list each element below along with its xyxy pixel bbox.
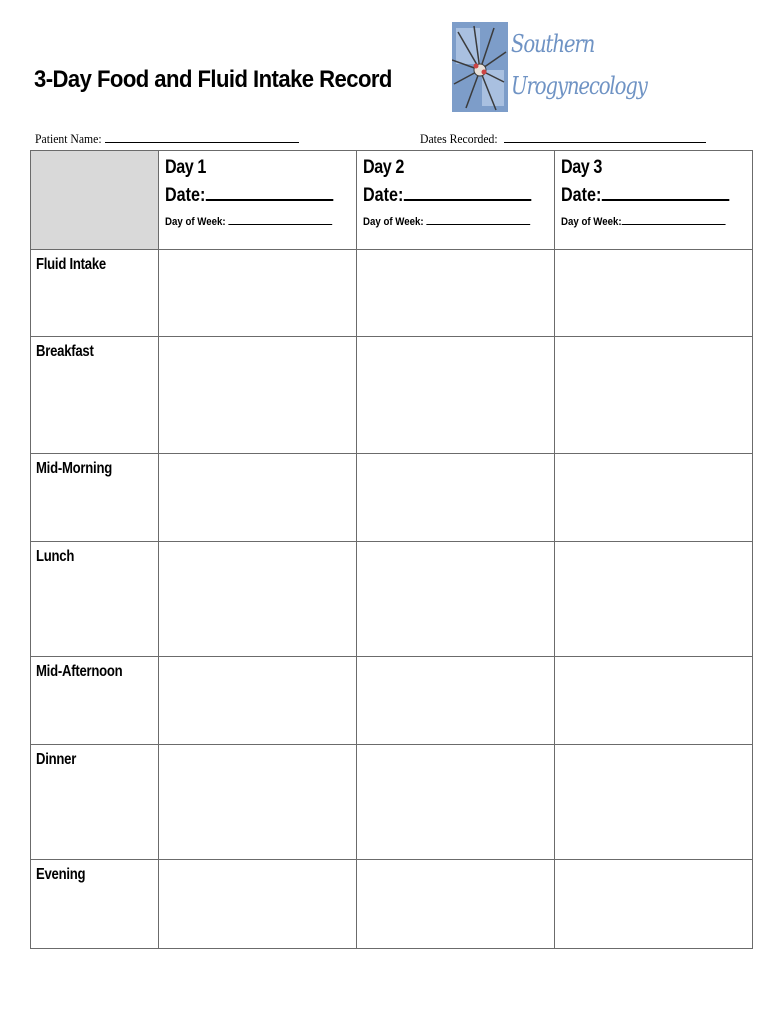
patient-name-label: Patient Name: [35, 131, 102, 146]
row-label-cell [31, 454, 159, 542]
date-label: Date: [165, 185, 206, 206]
day-of-week-label: Day of Week: [165, 216, 226, 228]
row-label: Lunch [36, 548, 75, 565]
page-title: 3-Day Food and Fluid Intake Record [34, 66, 392, 93]
date-blank[interactable] [205, 183, 333, 201]
date-field[interactable] [363, 181, 522, 211]
row-label: Dinner [36, 751, 77, 768]
entry-cell[interactable] [159, 657, 357, 745]
entry-cell[interactable] [555, 454, 753, 542]
day-header-row [31, 151, 753, 250]
southern-urogynecology-logo [452, 22, 647, 114]
row-label-cell [31, 657, 159, 745]
day-label: Day 3 [561, 157, 602, 178]
date-label: Date: [363, 185, 404, 206]
date-field[interactable] [561, 181, 720, 211]
dates-recorded-blank[interactable] [504, 130, 706, 143]
day-of-week-field[interactable] [561, 211, 726, 233]
table-row [31, 337, 753, 454]
entry-cell[interactable] [555, 745, 753, 860]
day-of-week-label: Day of Week: [363, 216, 424, 228]
entry-cell[interactable] [555, 860, 753, 949]
entry-cell[interactable] [357, 337, 555, 454]
table-row [31, 657, 753, 745]
day-of-week-label: Day of Week: [561, 216, 622, 228]
dates-recorded-field[interactable] [420, 130, 706, 147]
date-blank[interactable] [601, 183, 729, 201]
logo-text-urogynecology: Urogynecology [511, 72, 647, 100]
row-label: Breakfast [36, 343, 94, 360]
day-of-week-blank[interactable] [228, 214, 332, 225]
day-2-header [357, 151, 555, 250]
row-label-cell [31, 250, 159, 337]
entry-cell[interactable] [159, 454, 357, 542]
day-of-week-field[interactable] [165, 211, 330, 233]
entry-cell[interactable] [357, 250, 555, 337]
day-label: Day 1 [165, 157, 206, 178]
row-label: Fluid Intake [36, 256, 106, 273]
patient-name-blank[interactable] [105, 130, 299, 143]
patient-name-field[interactable] [35, 130, 299, 147]
row-label: Mid-Afternoon [36, 663, 123, 680]
entry-cell[interactable] [357, 657, 555, 745]
entry-cell[interactable] [159, 542, 357, 657]
entry-cell[interactable] [555, 657, 753, 745]
day-label: Day 2 [363, 157, 404, 178]
row-label-cell [31, 745, 159, 860]
dates-recorded-label: Dates Recorded: [420, 131, 498, 146]
table-row [31, 860, 753, 949]
day-of-week-blank[interactable] [426, 214, 530, 225]
row-label-cell [31, 337, 159, 454]
entry-cell[interactable] [357, 542, 555, 657]
entry-cell[interactable] [555, 542, 753, 657]
entry-cell[interactable] [357, 860, 555, 949]
entry-cell[interactable] [555, 337, 753, 454]
table-row [31, 250, 753, 337]
table-row [31, 542, 753, 657]
entry-cell[interactable] [159, 745, 357, 860]
row-label: Evening [36, 866, 86, 883]
day-of-week-field[interactable] [363, 211, 528, 233]
entry-cell[interactable] [159, 250, 357, 337]
table-row [31, 454, 753, 542]
day-of-week-blank[interactable] [622, 214, 726, 225]
date-label: Date: [561, 185, 602, 206]
flower-logo-icon [452, 22, 508, 112]
row-label-cell [31, 860, 159, 949]
entry-cell[interactable] [357, 745, 555, 860]
header-corner-cell [31, 151, 159, 250]
date-blank[interactable] [403, 183, 531, 201]
table-row [31, 745, 753, 860]
day-1-header [159, 151, 357, 250]
entry-cell[interactable] [159, 860, 357, 949]
row-label-cell [31, 542, 159, 657]
entry-cell[interactable] [555, 250, 753, 337]
row-label: Mid-Morning [36, 460, 112, 477]
logo-text-southern: Southern [511, 30, 595, 58]
date-field[interactable] [165, 181, 324, 211]
day-3-header [555, 151, 753, 250]
entry-cell[interactable] [159, 337, 357, 454]
intake-record-table [30, 150, 753, 949]
entry-cell[interactable] [357, 454, 555, 542]
